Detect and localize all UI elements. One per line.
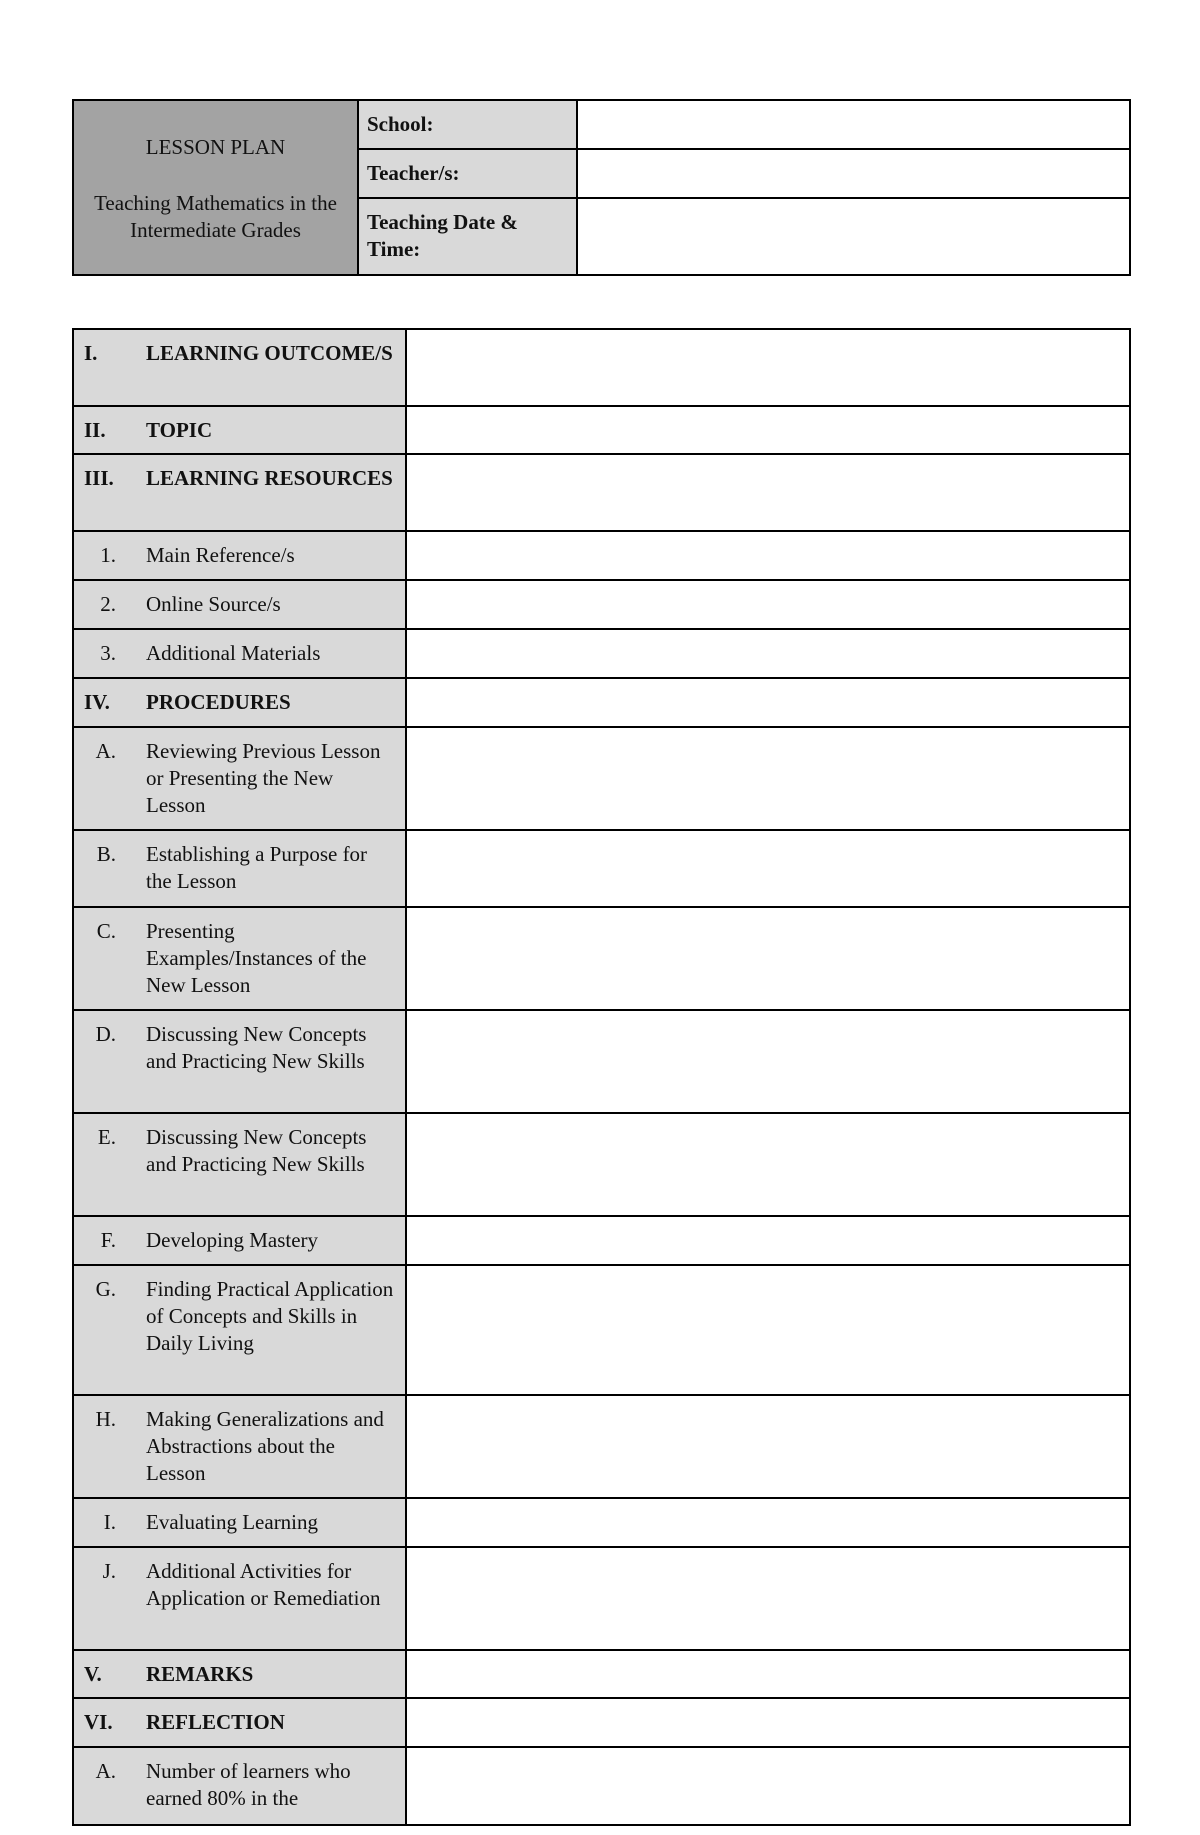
section-label: TOPIC: [146, 418, 213, 442]
section-label-cell: [73, 1498, 406, 1547]
section-row: [73, 454, 1130, 531]
section-value-field[interactable]: [406, 1698, 1130, 1747]
section-number: A.: [95, 739, 116, 763]
section-label-cell: [73, 329, 406, 406]
section-number: II.: [84, 418, 106, 442]
section-value-field[interactable]: [406, 531, 1130, 580]
lesson-plan-subtitle: Teaching Mathematics in the Intermediate Grades: [94, 191, 337, 242]
section-label: REMARKS: [146, 1662, 254, 1686]
section-label-cell: [73, 1747, 406, 1825]
section-label: Online Source/s: [146, 592, 281, 616]
section-label-cell: [73, 907, 406, 1010]
section-row: [73, 406, 1130, 454]
section-label: Reviewing Previous Lesson or Presenting the New Lesson: [146, 739, 381, 817]
section-value-field[interactable]: [406, 1265, 1130, 1395]
section-value-field[interactable]: [406, 406, 1130, 454]
section-value-field[interactable]: [406, 1113, 1130, 1216]
teacher-field[interactable]: [577, 149, 1130, 198]
section-row: [73, 1265, 1130, 1395]
section-row: [73, 1395, 1130, 1498]
lesson-sections-table: [72, 328, 1131, 1826]
section-row: [73, 1747, 1130, 1825]
section-label: Establishing a Purpose for the Lesson: [146, 842, 368, 893]
section-label: Discussing New Concepts and Practicing New Skills: [146, 1125, 367, 1176]
section-row: [73, 678, 1130, 727]
section-value-field[interactable]: [406, 727, 1130, 830]
section-value-field[interactable]: [406, 1010, 1130, 1113]
section-label: Presenting Examples/Instances of the New Lesson: [146, 919, 367, 997]
section-value-field[interactable]: [406, 907, 1130, 1010]
section-number: C.: [96, 919, 116, 943]
section-row: [73, 1547, 1130, 1650]
section-row: [73, 1498, 1130, 1547]
section-label: Evaluating Learning: [146, 1510, 319, 1534]
section-row: [73, 329, 1130, 406]
section-label-cell: [73, 727, 406, 830]
section-number: E.: [97, 1125, 116, 1149]
section-label: Number of learners who earned 80% in the: [146, 1759, 351, 1810]
section-number: III.: [84, 466, 114, 490]
section-value-field[interactable]: [406, 1747, 1130, 1825]
section-label-cell: [73, 629, 406, 678]
section-value-field[interactable]: [406, 629, 1130, 678]
section-label-cell: [73, 678, 406, 727]
section-number: G.: [95, 1277, 116, 1301]
section-label-cell: [73, 454, 406, 531]
section-number: IV.: [84, 690, 110, 714]
section-label-cell: [73, 1113, 406, 1216]
teaching-date-time-label: Teaching Date & Time:: [358, 198, 577, 275]
section-label-cell: [73, 1698, 406, 1747]
section-number: J.: [102, 1559, 116, 1583]
section-label-cell: [73, 531, 406, 580]
school-field[interactable]: [577, 100, 1130, 149]
section-value-field[interactable]: [406, 1216, 1130, 1265]
section-value-field[interactable]: [406, 1547, 1130, 1650]
section-row: [73, 1216, 1130, 1265]
section-value-field[interactable]: [406, 1650, 1130, 1698]
section-number: 2.: [100, 592, 116, 616]
section-value-field[interactable]: [406, 454, 1130, 531]
section-row: [73, 1698, 1130, 1747]
teaching-date-time-field[interactable]: [577, 198, 1130, 275]
section-label-cell: [73, 1650, 406, 1698]
section-row: [73, 629, 1130, 678]
section-label: LEARNING RESOURCES: [146, 466, 393, 490]
section-number: I.: [103, 1510, 116, 1534]
section-number: V.: [84, 1662, 102, 1686]
section-number: I.: [84, 341, 98, 365]
section-label: Developing Mastery: [146, 1228, 319, 1252]
section-label-cell: [73, 1010, 406, 1113]
section-label-cell: [73, 406, 406, 454]
school-label: School:: [358, 100, 577, 149]
section-value-field[interactable]: [406, 1395, 1130, 1498]
section-value-field[interactable]: [406, 329, 1130, 406]
section-number: 1.: [100, 543, 116, 567]
section-number: VI.: [84, 1710, 113, 1734]
section-label: Additional Activities for Application or Remediation: [146, 1559, 381, 1610]
section-row: [73, 1113, 1130, 1216]
title-block: [73, 100, 358, 275]
section-number: B.: [96, 842, 116, 866]
section-value-field[interactable]: [406, 580, 1130, 629]
section-number: 3.: [100, 641, 116, 665]
section-label: Making Generalizations and Abstractions about the Lesson: [146, 1407, 384, 1485]
section-row: [73, 580, 1130, 629]
lesson-plan-title: LESSON PLAN: [145, 135, 286, 159]
section-number: H.: [95, 1407, 116, 1431]
section-number: D.: [95, 1022, 116, 1046]
section-label-cell: [73, 1395, 406, 1498]
section-label: Finding Practical Application of Concepts and Skills in Daily Living: [146, 1277, 394, 1355]
section-label-cell: [73, 580, 406, 629]
section-row: [73, 531, 1130, 580]
section-number: A.: [95, 1759, 116, 1783]
section-row: [73, 1650, 1130, 1698]
section-label: Main Reference/s: [146, 543, 295, 567]
section-label-cell: [73, 1547, 406, 1650]
section-row: [73, 830, 1130, 907]
section-row: [73, 727, 1130, 830]
section-label-cell: [73, 830, 406, 907]
section-label: REFLECTION: [146, 1710, 285, 1734]
teacher-label: Teacher/s:: [358, 149, 577, 198]
section-row: [73, 1010, 1130, 1113]
section-value-field[interactable]: [406, 830, 1130, 907]
section-row: [73, 907, 1130, 1010]
section-label-cell: [73, 1216, 406, 1265]
section-label-cell: [73, 1265, 406, 1395]
header-table: [72, 99, 1131, 276]
section-number: F.: [100, 1228, 116, 1252]
section-label: LEARNING OUTCOME/S: [146, 341, 393, 365]
section-label: Discussing New Concepts and Practicing New Skills: [146, 1022, 367, 1073]
section-value-field[interactable]: [406, 678, 1130, 727]
section-label: Additional Materials: [146, 641, 321, 665]
section-value-field[interactable]: [406, 1498, 1130, 1547]
section-label: PROCEDURES: [146, 690, 291, 714]
